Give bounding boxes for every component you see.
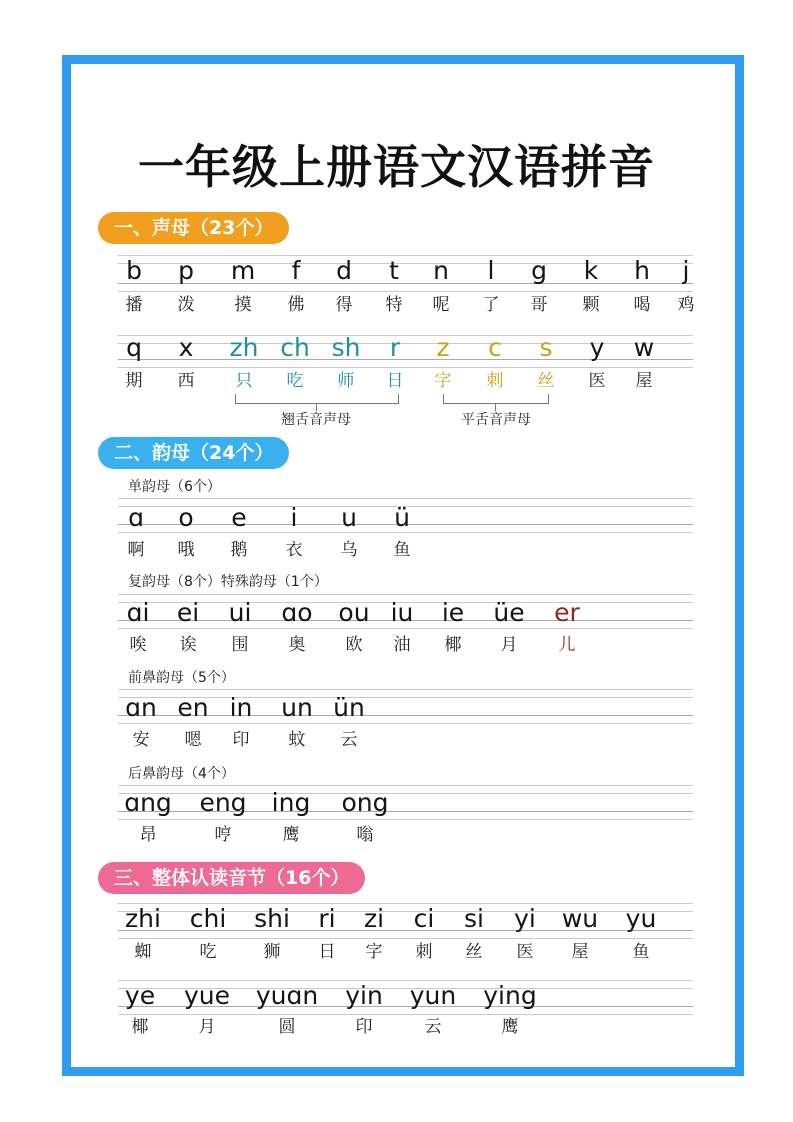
pinyin-initial: d xyxy=(336,256,352,285)
whole-syllable: yun xyxy=(409,981,457,1010)
hanzi-example: 呢 xyxy=(432,295,450,315)
hanzi-example: 屋 xyxy=(635,371,653,391)
pinyin-initial: sh xyxy=(331,333,361,362)
hanzi-example: 狮 xyxy=(263,942,281,962)
guide-line xyxy=(118,335,693,336)
hanzi-example: 月 xyxy=(198,1017,216,1037)
hanzi-example: 医 xyxy=(588,371,606,391)
hanzi-example: 颗 xyxy=(582,295,600,315)
guide-line xyxy=(118,283,693,284)
pinyin-final: ou xyxy=(338,598,370,627)
hanzi-example: 儿 xyxy=(558,635,576,655)
hanzi-example: 摸 xyxy=(234,295,252,315)
whole-syllable: yuɑn xyxy=(255,981,319,1010)
guide-line xyxy=(118,498,693,499)
guide-line xyxy=(118,343,693,344)
hanzi-example: 了 xyxy=(482,295,500,315)
whole-syllable: zhi xyxy=(125,904,161,933)
pinyin-initial: g xyxy=(531,256,547,285)
hanzi-example: 刺 xyxy=(486,371,504,391)
hanzi-example: 医 xyxy=(516,942,534,962)
front-nasal-heading: 前鼻韵母（5个） xyxy=(128,670,235,686)
pinyin-initial: q xyxy=(126,333,142,362)
hanzi-example: 师 xyxy=(337,371,355,391)
hanzi-example: 哦 xyxy=(177,540,195,560)
whole-syllable: yi xyxy=(514,904,536,933)
hanzi-example: 乌 xyxy=(340,540,358,560)
guide-line xyxy=(118,367,693,368)
pinyin-final: ü xyxy=(394,503,410,532)
bracket-tick xyxy=(316,404,317,411)
hanzi-example: 欧 xyxy=(345,635,363,655)
pinyin-initial: j xyxy=(682,256,690,285)
pinyin-final: ɑo xyxy=(281,598,313,627)
pinyin-final: ong xyxy=(341,788,389,817)
hanzi-example: 鹰 xyxy=(501,1017,519,1037)
hanzi-example: 得 xyxy=(335,295,353,315)
hanzi-example: 圆 xyxy=(278,1017,296,1037)
pinyin-final: i xyxy=(290,503,298,532)
pinyin-initial: x xyxy=(178,333,194,362)
hanzi-example: 蚊 xyxy=(288,730,306,750)
hanzi-example: 期 xyxy=(125,371,143,391)
whole-syllable: ye xyxy=(124,981,156,1010)
pinyin-initial: c xyxy=(488,333,502,362)
pinyin-initial: t xyxy=(389,256,399,285)
hanzi-example: 诶 xyxy=(179,635,197,655)
guide-line xyxy=(118,594,693,595)
guide-line xyxy=(118,263,693,264)
guide-line xyxy=(118,785,693,786)
hanzi-example: 安 xyxy=(132,730,150,750)
pinyin-initial: k xyxy=(583,256,599,285)
hanzi-example: 特 xyxy=(385,295,403,315)
guide-line xyxy=(118,938,693,939)
hanzi-example: 椰 xyxy=(444,635,462,655)
pinyin-initial: p xyxy=(178,256,194,285)
compound-finals-heading: 复韵母（8个）特殊韵母（1个） xyxy=(128,574,328,590)
hanzi-example: 油 xyxy=(393,635,411,655)
pinyin-initial: w xyxy=(633,333,655,362)
hanzi-example: 刺 xyxy=(415,942,433,962)
hanzi-example: 播 xyxy=(125,295,143,315)
hanzi-example: 嗯 xyxy=(184,730,202,750)
hanzi-example: 吃 xyxy=(286,371,304,391)
whole-syllable: shi xyxy=(254,904,290,933)
hanzi-example: 鱼 xyxy=(393,540,411,560)
pinyin-final: ɑi xyxy=(126,598,150,627)
hanzi-example: 西 xyxy=(177,371,195,391)
pinyin-final: e xyxy=(231,503,247,532)
whole-syllable: ci xyxy=(413,904,435,933)
hanzi-example: 昂 xyxy=(139,825,157,845)
hanzi-example: 吃 xyxy=(199,942,217,962)
pinyin-initial: r xyxy=(389,333,401,362)
whole-syllable: ying xyxy=(483,981,537,1010)
hanzi-example: 围 xyxy=(231,635,249,655)
pinyin-initial: ch xyxy=(280,333,310,362)
guide-line xyxy=(118,255,693,256)
flat-bracket xyxy=(443,394,549,404)
pinyin-final: o xyxy=(178,503,194,532)
whole-syllable: zi xyxy=(363,904,385,933)
hanzi-example: 喝 xyxy=(633,295,651,315)
flat-note: 平舌音声母 xyxy=(461,412,531,428)
pinyin-initial: s xyxy=(539,333,553,362)
guide-line xyxy=(118,723,693,724)
section-finals-label: 二、韵母（24个） xyxy=(98,437,289,469)
hanzi-example: 哼 xyxy=(214,825,232,845)
pinyin-initial: y xyxy=(589,333,605,362)
pinyin-final: in xyxy=(229,693,253,722)
page-title: 一年级上册语文汉语拼音 xyxy=(138,140,655,194)
pinyin-final: üe xyxy=(493,598,525,627)
pinyin-initial: n xyxy=(433,256,449,285)
pinyin-final: ɑ xyxy=(128,503,144,532)
pinyin-initial: m xyxy=(230,256,256,285)
guide-line xyxy=(118,1014,693,1015)
hanzi-example: 奥 xyxy=(288,635,306,655)
pinyin-initial: f xyxy=(291,256,301,285)
hanzi-example: 哥 xyxy=(530,295,548,315)
pinyin-final: en xyxy=(177,693,209,722)
guide-line xyxy=(118,819,693,820)
pinyin-final: ing xyxy=(271,788,311,817)
hanzi-example: 嗡 xyxy=(356,825,374,845)
pinyin-initial: z xyxy=(436,333,450,362)
simple-finals-heading: 单韵母（6个） xyxy=(128,479,221,495)
hanzi-example: 唉 xyxy=(129,635,147,655)
guide-line xyxy=(118,291,693,292)
hanzi-example: 啊 xyxy=(127,540,145,560)
bracket-tick xyxy=(495,404,496,411)
hanzi-example: 衣 xyxy=(285,540,303,560)
hanzi-example: 丝 xyxy=(537,371,555,391)
hanzi-example: 日 xyxy=(318,942,336,962)
pinyin-final: ɑn xyxy=(125,693,157,722)
hanzi-example: 印 xyxy=(232,730,250,750)
whole-syllable: si xyxy=(464,904,484,933)
pinyin-final: er xyxy=(554,598,580,627)
hanzi-example: 屋 xyxy=(571,942,589,962)
retroflex-bracket xyxy=(235,394,399,404)
back-nasal-heading: 后鼻韵母（4个） xyxy=(128,766,235,782)
pinyin-final: ün xyxy=(333,693,365,722)
guide-line xyxy=(118,359,693,360)
hanzi-example: 只 xyxy=(235,371,253,391)
section-whole-label: 三、整体认读音节（16个） xyxy=(98,862,365,894)
pinyin-initial: b xyxy=(126,256,142,285)
whole-syllable: wu xyxy=(561,904,599,933)
whole-syllable: yue xyxy=(183,981,231,1010)
pinyin-initial: h xyxy=(634,256,650,285)
hanzi-example: 鸡 xyxy=(677,295,695,315)
pinyin-final: u xyxy=(341,503,357,532)
pinyin-final: un xyxy=(281,693,313,722)
retroflex-note: 翘舌音声母 xyxy=(281,412,351,428)
whole-syllable: chi xyxy=(189,904,227,933)
whole-syllable: yu xyxy=(625,904,657,933)
hanzi-example: 蜘 xyxy=(134,942,152,962)
pinyin-final: eng xyxy=(199,788,247,817)
pinyin-final: ei xyxy=(176,598,200,627)
pinyin-final: ie xyxy=(441,598,465,627)
hanzi-example: 字 xyxy=(365,942,383,962)
hanzi-example: 佛 xyxy=(287,295,305,315)
hanzi-example: 月 xyxy=(500,635,518,655)
pinyin-initial: l xyxy=(487,256,495,285)
hanzi-example: 日 xyxy=(386,371,404,391)
hanzi-example: 鱼 xyxy=(632,942,650,962)
hanzi-example: 字 xyxy=(434,371,452,391)
hanzi-example: 鹰 xyxy=(282,825,300,845)
whole-syllable: yin xyxy=(345,981,383,1010)
pinyin-initial: zh xyxy=(229,333,259,362)
section-initials-label: 一、声母（23个） xyxy=(98,212,289,244)
hanzi-example: 云 xyxy=(340,730,358,750)
hanzi-example: 椰 xyxy=(131,1017,149,1037)
whole-syllable: ri xyxy=(318,904,336,933)
hanzi-example: 鹅 xyxy=(230,540,248,560)
pinyin-final: ui xyxy=(228,598,252,627)
guide-line xyxy=(118,628,693,629)
hanzi-example: 云 xyxy=(424,1017,442,1037)
hanzi-example: 丝 xyxy=(465,942,483,962)
hanzi-example: 印 xyxy=(355,1017,373,1037)
pinyin-final: ɑng xyxy=(124,788,172,817)
pinyin-final: iu xyxy=(390,598,414,627)
guide-line xyxy=(118,689,693,690)
hanzi-example: 泼 xyxy=(177,295,195,315)
